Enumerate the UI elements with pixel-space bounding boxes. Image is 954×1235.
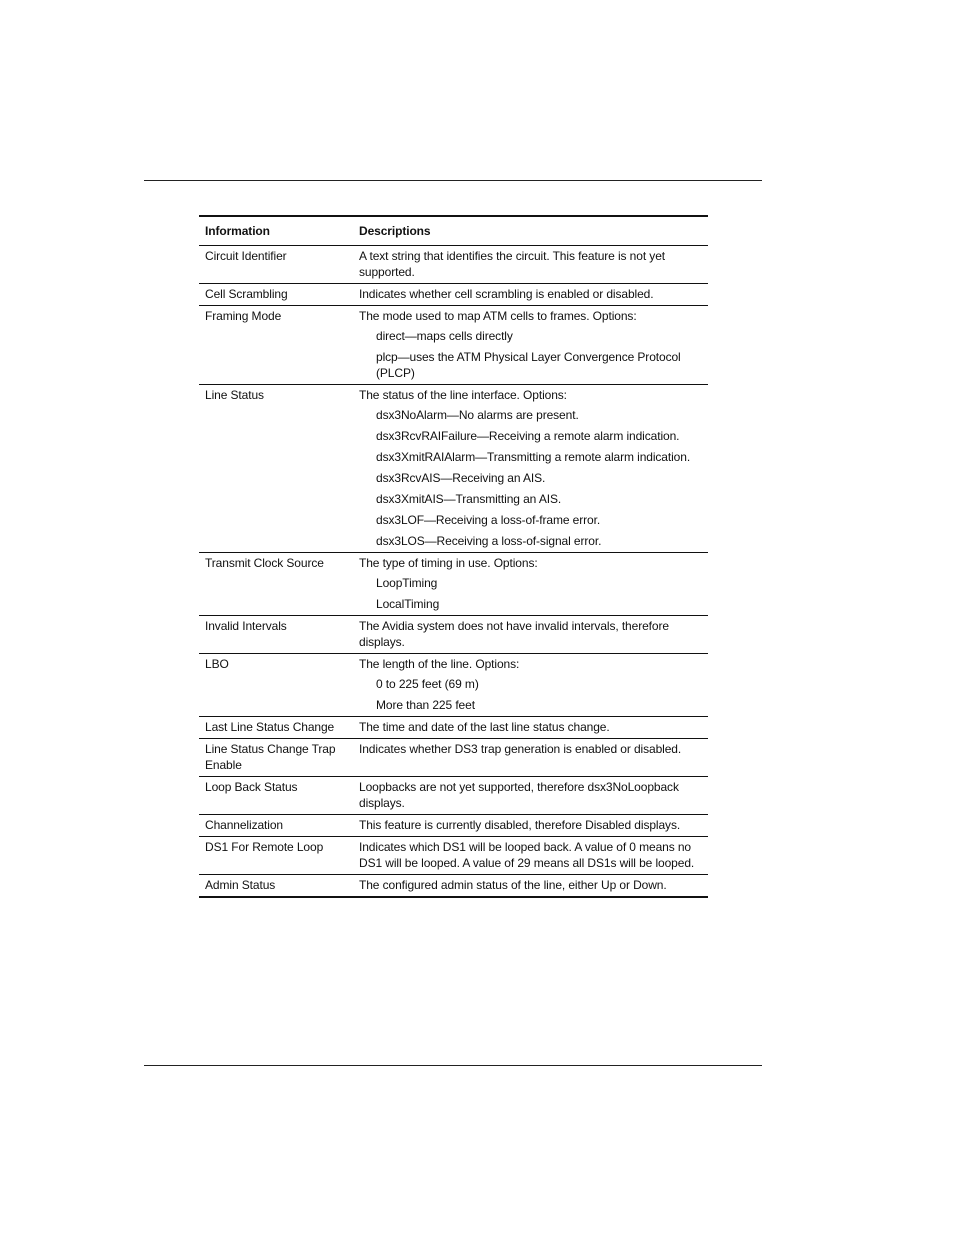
info-cell: Invalid Intervals [199, 616, 353, 654]
description-cell [353, 875, 708, 898]
description-cell [353, 306, 708, 385]
column-header-descriptions: Descriptions [353, 216, 708, 246]
description-text: The type of timing in use. Options: [359, 556, 538, 570]
option-item: dsx3RcvRAIFailure—Receiving a remote alarm indication. [376, 429, 680, 443]
description-cell [353, 246, 708, 284]
information-table [199, 215, 708, 898]
table-row [199, 815, 708, 837]
option-list [359, 328, 702, 381]
description-text: Loopbacks are not yet supported, therefore dsx3NoLoopback displays. [359, 780, 679, 810]
info-cell: Admin Status [205, 878, 276, 892]
description-text: Indicates which DS1 will be looped back. A value of 0 means no DS1 will be looped. A value of 29 means all DS1s will be looped. [359, 840, 695, 870]
option-item: 0 to 225 feet (69 m) [376, 677, 479, 691]
option-item: dsx3LOS—Receiving a loss-of-signal error. [376, 534, 602, 548]
column-header-information: Information [199, 216, 353, 246]
description-text: The configured admin status of the line, either Up or Down. [359, 878, 667, 892]
table-row [199, 284, 708, 306]
option-item: dsx3XmitRAIAlarm—Transmitting a remote alarm indication. [376, 450, 691, 464]
table-row [199, 739, 708, 777]
info-cell: Channelization [199, 815, 353, 837]
description-text: Indicates whether DS3 trap generation is enabled or disabled. [359, 742, 682, 756]
option-item: direct—maps cells directly [376, 329, 513, 343]
description-text: The Avidia system does not have invalid intervals, therefore displays. [359, 619, 669, 649]
info-cell: Line Status [199, 385, 353, 553]
description-cell [353, 284, 708, 306]
description-cell [353, 654, 708, 717]
table-row [199, 306, 708, 385]
info-cell: LBO [199, 654, 353, 717]
option-item: plcp—uses the ATM Physical Layer Convergence Protocol (PLCP) [376, 350, 681, 380]
description-text: The time and date of the last line status change. [359, 720, 610, 734]
info-cell: Line Status Change Trap Enable [199, 739, 353, 777]
description-text: A text string that identifies the circuit. This feature is not yet supported. [359, 249, 665, 279]
table-row [199, 616, 708, 654]
description-cell [353, 815, 708, 837]
description-cell [353, 616, 708, 654]
option-item: dsx3XmitAIS—Transmitting an AIS. [376, 492, 562, 506]
description-text: The status of the line interface. Options: [359, 388, 567, 402]
info-cell: Transmit Clock Source [199, 553, 353, 616]
description-cell [353, 837, 708, 875]
option-item: dsx3RcvAIS—Receiving an AIS. [376, 471, 546, 485]
description-text: The length of the line. Options: [359, 657, 520, 671]
table-row [199, 553, 708, 616]
description-cell [353, 553, 708, 616]
option-item: LocalTiming [376, 597, 440, 611]
info-cell: Cell Scrambling [199, 284, 353, 306]
option-list [359, 676, 702, 713]
info-cell: Framing Mode [199, 306, 353, 385]
table-header-row [199, 216, 708, 246]
table-row [199, 717, 708, 739]
description-text: The mode used to map ATM cells to frames. Options: [359, 309, 637, 323]
table-row [199, 777, 708, 815]
table-row [199, 385, 708, 553]
footer-rule [144, 1065, 762, 1066]
table-row [199, 246, 708, 284]
table-row [199, 837, 708, 875]
option-list [359, 575, 702, 612]
table-row [199, 875, 708, 898]
option-item: dsx3LOF—Receiving a loss-of-frame error. [376, 513, 601, 527]
description-text: Indicates whether cell scrambling is enabled or disabled. [359, 287, 654, 301]
description-cell [353, 777, 708, 815]
table-row [199, 654, 708, 717]
option-list [359, 407, 702, 549]
table-body [199, 246, 708, 898]
info-cell: Last Line Status Change [199, 717, 353, 739]
option-item: dsx3NoAlarm—No alarms are present. [376, 408, 579, 422]
header-rule [144, 180, 762, 181]
option-item: More than 225 feet [376, 698, 475, 712]
info-cell: Circuit Identifier [199, 246, 353, 284]
description-cell [353, 385, 708, 553]
description-cell [353, 739, 708, 777]
info-cell: Loop Back Status [199, 777, 353, 815]
description-cell [353, 717, 708, 739]
info-cell: DS1 For Remote Loop [199, 837, 353, 875]
option-item: LoopTiming [376, 576, 438, 590]
description-text: This feature is currently disabled, therefore Disabled displays. [359, 818, 681, 832]
